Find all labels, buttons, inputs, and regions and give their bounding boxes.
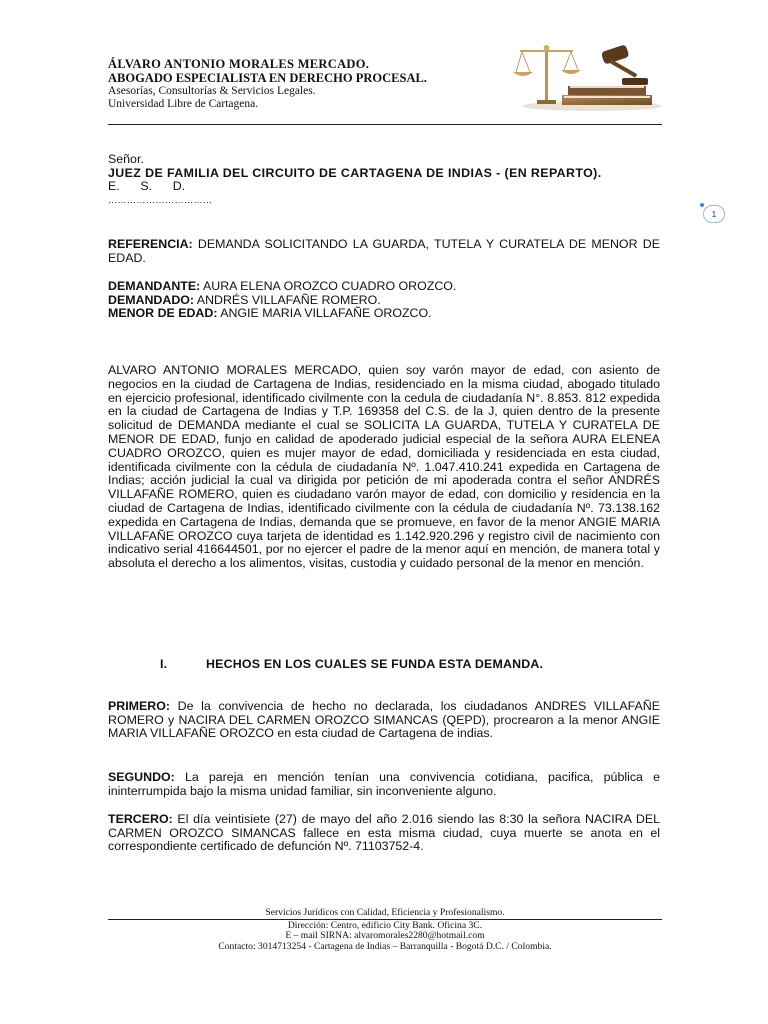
page-marker-dot-icon	[700, 203, 704, 207]
fact-primero	[108, 700, 660, 741]
party-defendant	[108, 294, 660, 308]
reference-block	[108, 238, 660, 265]
dotted-line: ……………………………	[108, 194, 213, 205]
intro-paragraph: ALVARO ANTONIO MORALES MERCADO, quien soy varón mayor de edad, con asiento de negocios en la ciudad de Cartagena de Indias, residenciado en la misma ciudad, abogado titulado en ejercicio profesional, identificado civilmente con la cedula de ciudadanía N°. 8.853. 812 expedida en la ciudad de Cartagena de Indias y T.P. 169358 del C.S. de la J, quien dentro de la presente solicitud de DEMANDA mediante el cual se SOLICITA LA GUARDA, TUTELA Y CURATELA DE MENOR DE EDAD, funjo en calidad de apoderado judicial especial de la señora AURA ELENEA CUADRO OROZCO, quien es mujer mayor de edad, domiciliada y residenciada en esta ciudad, identificada civilmente con la cédula de ciudadanía Nº. 1.047.410.241 expedida en Cartagena de Indias; acción judicial la cual va dirigida por petición de mi apoderada contra el señor ANDRÉS VILLAFAÑE ROMERO, quien es ciudadano varón mayor de edad, con domicilio y residencia en la ciudad de Cartagena de Indias, identificado civilmente con la cédula de ciudadanía Nº. 73.138.162 expedida en Cartagena de Indias, demanda que se promueve, en favor de la menor ANGIE MARIA VILLAFAÑE OROZCO cuya tarjeta de identidad es 1.142.920.296 y registro civil de nacimiento con indicativo serial 416644501, por no ejercer el padre de la menor aquí en mención, de manera total y absoluta el derecho a los alimentos, visitas, custodia y cuidado personal de la menor en mención.	[108, 363, 660, 571]
party-value: AURA ELENA OROZCO CUADRO OROZCO.	[200, 279, 457, 293]
party-plaintiff	[108, 280, 660, 294]
section-title: HECHOS EN LOS CUALES SE FUNDA ESTA DEMANDA.	[206, 657, 544, 671]
footer-address: Dirección: Centro, edificio City Bank. Oficina 3C.	[287, 920, 483, 931]
header-divider	[108, 124, 662, 125]
section-number: I.	[160, 657, 168, 671]
party-label: DEMANDANTE:	[108, 279, 201, 293]
reference-text: DEMANDA SOLICITANDO LA GUARDA, TUTELA Y CURATELA DE MENOR DE EDAD.	[108, 237, 660, 265]
party-value: ANGIE MARIA VILLAFAÑE OROZCO.	[217, 306, 432, 321]
footer-email: E – mail SIRNA: alvaromorales2280@hotmail.com	[285, 930, 485, 942]
letterhead	[108, 57, 508, 111]
fact-label: TERCERO:	[108, 812, 173, 826]
footer-contact-block	[108, 921, 662, 952]
page-number-badge: 1	[703, 205, 725, 223]
esd-line: E. S. D.	[108, 179, 186, 194]
lawyer-name: ÁLVARO ANTONIO MORALES MERCADO.	[108, 57, 370, 71]
addressee-block	[108, 153, 660, 207]
section-heading	[160, 657, 543, 671]
fact-text: La pareja en mención tenían una convivencia cotidiana, pacifica, pública e ininterrumpida bajo la misma unidad familiar, sin inconveniente alguno.	[108, 770, 660, 798]
party-minor	[108, 307, 660, 321]
fact-segundo	[108, 771, 660, 798]
parties-block	[108, 280, 660, 321]
lawyer-title: ABOGADO ESPECIALISTA EN DERECHO PROCESAL.	[108, 71, 427, 85]
fact-label: PRIMERO:	[108, 699, 170, 713]
party-value: ANDRÉS VILLAFAÑE ROMERO.	[194, 292, 381, 307]
footer-contact: Contacto: 3014713254 - Cartagena de Indias – Barranquilla - Bogotá D.C. / Colombia.	[218, 940, 552, 952]
university-line: Universidad Libre de Cartagena.	[108, 98, 259, 110]
court-name: JUEZ DE FAMILIA DEL CIRCUITO DE CARTAGENA DE INDIAS - (EN REPARTO).	[108, 165, 602, 180]
fact-text: El día veintisiete (27) de mayo del año 2.016 siendo las 8:30 la señora NACIRA DEL CARMEN OROZCO SIMANCAS fallece en esta misma ciudad, cuya muerte se anota en el correspondiente certificado de defunción Nº. 71103752-4.	[108, 812, 660, 854]
footer-slogan: Servicios Jurídicos con Calidad, Eficiencia y Profesionalismo.	[265, 907, 505, 918]
fact-text: De la convivencia de hecho no declarada, los ciudadanos ANDRES VILLAFAÑE ROMERO y NACIRA DEL CARMEN OROZCO SIMANCAS (QEPD), procrearon a la menor ANGIE MARIA VILLAFAÑE OROZCO en esta ciudad de Cartagena de indias.	[108, 699, 660, 741]
salutation: Señor.	[108, 152, 144, 166]
services-line: Asesorías, Consultorías & Servicios Legales.	[108, 85, 316, 97]
party-label: MENOR DE EDAD:	[108, 306, 218, 321]
fact-tercero	[108, 813, 660, 854]
party-label: DEMANDADO:	[108, 292, 195, 307]
fact-label: SEGUNDO:	[108, 770, 175, 784]
justice-scales-logo-icon	[510, 40, 672, 112]
reference-label: REFERENCIA:	[108, 237, 193, 251]
